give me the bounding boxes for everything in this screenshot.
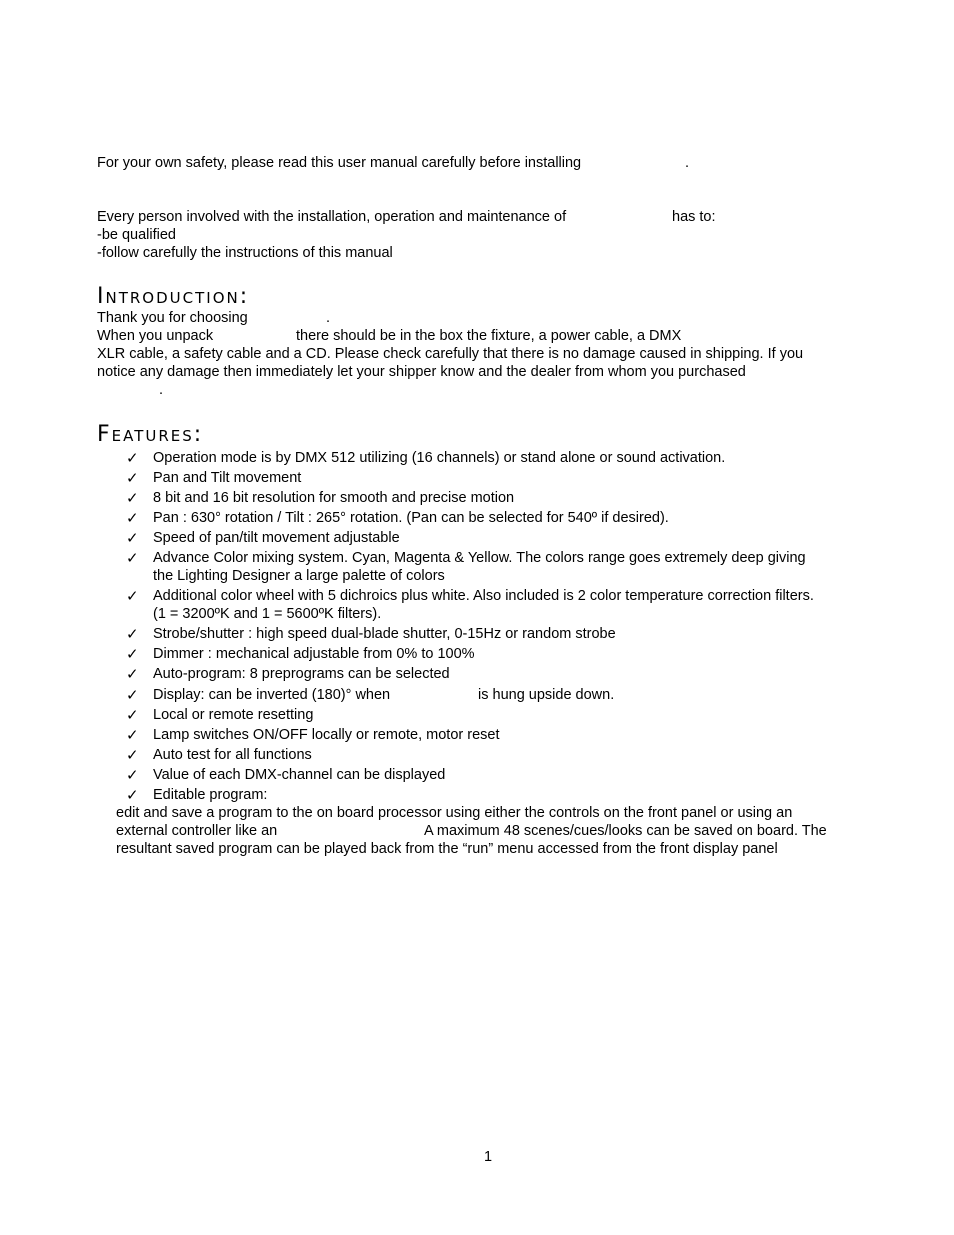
safety-line-1-end: . — [685, 155, 690, 171]
checkmark-icon: ✓ — [126, 766, 139, 784]
introduction-heading: Introduction: — [97, 284, 250, 309]
intro-line-4: notice any damage then immediately let your shipper know and the dealer from whom you purchased — [97, 364, 746, 380]
feature-text: Pan : 630° rotation / Tilt : 265° rotation. (Pan can be selected for 540º if desired). — [153, 510, 669, 526]
checkmark-icon: ✓ — [126, 625, 139, 643]
feature-text: Dimmer : mechanical adjustable from 0% to 100% — [153, 646, 475, 662]
feature-text: 8 bit and 16 bit resolution for smooth and precise motion — [153, 490, 515, 506]
feature-text: Local or remote resetting — [153, 707, 314, 723]
feature-text-continued: (1 = 3200ºK and 1 = 5600ºK filters). — [153, 606, 382, 622]
feature-text: Value of each DMX-channel can be displayed — [153, 767, 446, 783]
safety-line-1: For your own safety, please read this user manual carefully before installing — [97, 155, 582, 171]
intro-thanks: Thank you for choosing — [97, 310, 248, 326]
feature-text-end: is hung upside down. — [478, 687, 615, 703]
intro-unpack-start: When you unpack — [97, 328, 214, 344]
feature-text: Strobe/shutter : high speed dual-blade shutter, 0-15Hz or random strobe — [153, 626, 616, 642]
checkmark-icon: ✓ — [126, 509, 139, 527]
features-heading: Features: — [97, 422, 204, 447]
program-line-2: external controller like an — [116, 823, 278, 839]
checkmark-icon: ✓ — [126, 549, 139, 567]
checkmark-icon: ✓ — [126, 469, 139, 487]
feature-text-continued: the Lighting Designer a large palette of colors — [153, 568, 445, 584]
checkmark-icon: ✓ — [126, 645, 139, 663]
program-line-2-end: A maximum 48 scenes/cues/looks can be saved on board. The — [424, 823, 827, 839]
page-number: 1 — [484, 1149, 493, 1165]
checkmark-icon: ✓ — [126, 686, 139, 704]
checkmark-icon: ✓ — [126, 587, 139, 605]
checkmark-icon: ✓ — [126, 665, 139, 683]
checkmark-icon: ✓ — [126, 786, 139, 804]
checkmark-icon: ✓ — [126, 489, 139, 507]
feature-text: Operation mode is by DMX 512 utilizing (16 channels) or stand alone or sound activation. — [153, 450, 726, 466]
feature-text: Auto test for all functions — [153, 747, 312, 763]
checkmark-icon: ✓ — [126, 726, 139, 744]
checkmark-icon: ✓ — [126, 746, 139, 764]
intro-line-5: . — [159, 382, 164, 398]
requirement-qualified: -be qualified — [97, 227, 176, 243]
feature-text: Speed of pan/tilt movement adjustable — [153, 530, 400, 546]
checkmark-icon: ✓ — [126, 449, 139, 467]
requirement-instructions: -follow carefully the instructions of this manual — [97, 245, 393, 261]
checkmark-icon: ✓ — [126, 706, 139, 724]
feature-text: Auto-program: 8 preprograms can be selected — [153, 666, 450, 682]
feature-text: Editable program: — [153, 787, 268, 803]
feature-text: Display: can be inverted (180)° when — [153, 687, 391, 703]
program-line-3: resultant saved program can be played back from the “run” menu accessed from the front display panel — [116, 841, 778, 857]
feature-text: Lamp switches ON/OFF locally or remote, motor reset — [153, 727, 500, 743]
intro-line-3: XLR cable, a safety cable and a CD. Please check carefully that there is no damage caused in shipping. If you — [97, 346, 804, 362]
feature-text: Pan and Tilt movement — [153, 470, 302, 486]
intro-unpack-rest: there should be in the box the fixture, a power cable, a DMX — [296, 328, 682, 344]
feature-text: Advance Color mixing system. Cyan, Magenta & Yellow. The colors range goes extremely deep giving — [153, 550, 806, 566]
checkmark-icon: ✓ — [126, 529, 139, 547]
safety-line-2-end: has to: — [672, 209, 716, 225]
feature-text: Additional color wheel with 5 dichroics plus white. Also included is 2 color temperature correction filters. — [153, 588, 814, 604]
program-line-1: edit and save a program to the on board processor using either the controls on the front panel or using an — [116, 805, 793, 821]
intro-thanks-end: . — [326, 310, 331, 326]
safety-line-2: Every person involved with the installation, operation and maintenance of — [97, 209, 567, 225]
